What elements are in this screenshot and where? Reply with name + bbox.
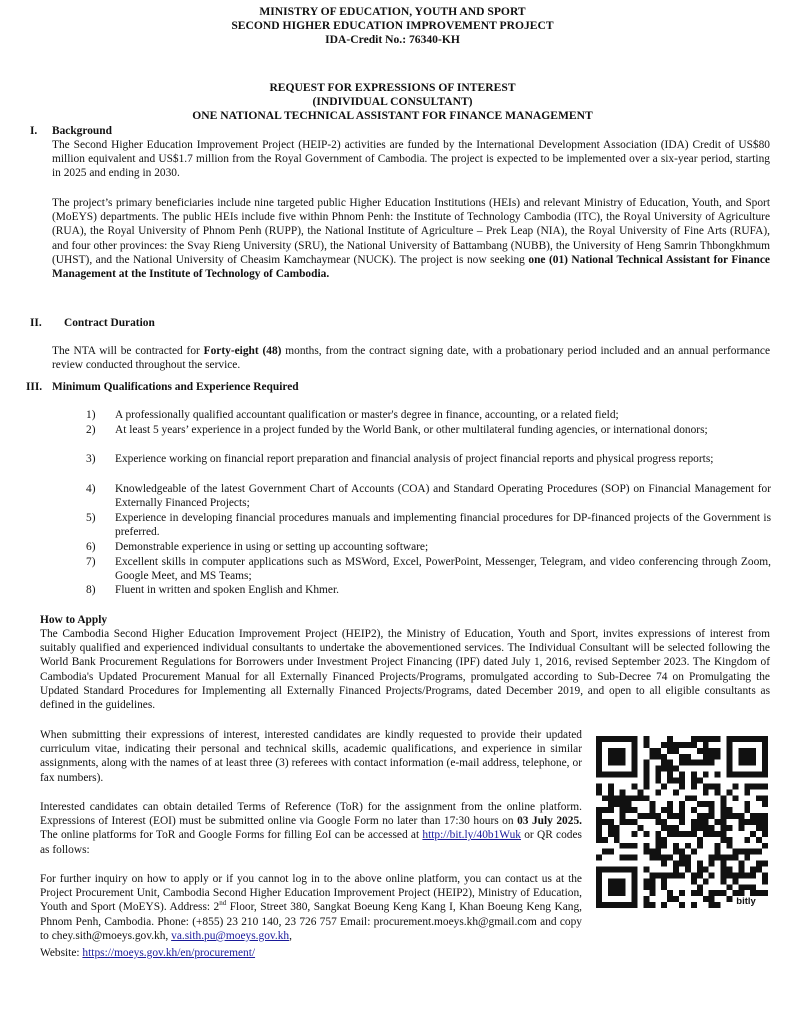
qualification-number: 2): [86, 424, 96, 436]
qualification-item: Knowledgeable of the latest Government Chart of Accounts (COA) and Standard Operating Procedures (SOP) on Financial Management for Externally Financed Projects;: [115, 483, 771, 510]
website-link[interactable]: https://moeys.gov.kh/en/procurement/: [82, 947, 256, 959]
apply-paragraph-2: When submitting their expressions of interest, interested candidates are kindly requested to provide their updated curriculum vitae, indicating their personal and technical skills, academic qualifications, and experience in similar assignments, along with the names of at least three (3) referees with contact information (e-mail address, telephone, or fax numbers).: [40, 729, 582, 784]
qualification-number: 3): [86, 453, 96, 465]
contact-text-start: [40, 872, 582, 943]
contract-duration: Forty-eight (48): [203, 345, 282, 357]
background-paragraph-1: The Second Higher Education Improvement Project (HEIP-2) activities are funded by the International Development Association (IDA) Credit of US$80 million equivalent and US$1.7 million from the Royal Government of Cambodia. The project is expected to be implemented over a six-year period, starting in 2025 and ending in 2030.: [52, 139, 770, 180]
tor-link[interactable]: http://bit.ly/40b1Wuk: [422, 829, 521, 842]
qualification-item: Experience working on financial report preparation and financial analysis of project financial reports and physical progress reports;: [115, 453, 714, 465]
contact-text-a: For further inquiry on how to apply or if you cannot log in to the above online platform, you can contact us at the Project Procurement Unit, Cambodia Second Higher Education Improvement Project (HEIP2), Ministry of Education, Youth and Sport (MoEYS). Address: 2: [40, 873, 582, 914]
qualification-number: 8): [86, 584, 96, 596]
qualification-item: Experience in developing financial procedures manuals and implementing financial procedures for DP-financed projects of the Government is preferred.: [115, 512, 771, 539]
qualification-number: 1): [86, 409, 96, 421]
qualification-number: 6): [86, 541, 96, 553]
position-sought: one (01) National Technical Assistant for Finance Management at the Institute of Technology of Cambodia.: [52, 253, 770, 281]
qualification-number: 5): [86, 512, 96, 524]
qr-label: bitly: [736, 895, 756, 907]
section-heading-contract: Contract Duration: [64, 317, 155, 329]
background-paragraph-2: [52, 196, 770, 281]
section-number-contract: II.: [30, 317, 42, 329]
qualification-item: Excellent skills in computer applications such as MSWord, Excel, PowerPoint, Messenger, Telegram, and video conferencing through Zoom, Google Meet, and MS Teams;: [115, 556, 771, 583]
consultant-type: (INDIVIDUAL CONSULTANT): [312, 95, 473, 108]
qr-code-icon[interactable]: [596, 736, 768, 908]
contract-paragraph: [52, 344, 770, 372]
qualification-item: Demonstrable experience in using or setting up accounting software;: [115, 541, 429, 553]
apply-paragraph-3-end: or QR codes as follows:: [40, 829, 582, 856]
apply-paragraph-3: [40, 800, 582, 857]
website-label: Website:: [40, 947, 83, 959]
qualification-item: A professionally qualified accountant qualification or master's degree in finance, accounting, or a related field;: [115, 409, 619, 421]
section-heading-qualifications: Minimum Qualifications and Experience Required: [52, 381, 299, 393]
email-link[interactable]: va.sith.pu@moeys.gov.kh: [171, 929, 290, 942]
contact-text-end: ,: [289, 929, 292, 942]
section-heading-apply: How to Apply: [40, 614, 108, 626]
contract-text-post: months, from the contract signing date, with a probationary period included and an annual performance review conducted throughout the service.: [52, 345, 771, 372]
qualification-item: Fluent in written and spoken English and Khmer.: [115, 584, 339, 596]
position-title: ONE NATIONAL TECHNICAL ASSISTANT FOR FINANCE MANAGEMENT: [192, 109, 593, 122]
deadline: 03 July 2025.: [517, 815, 582, 828]
apply-paragraph-1: The Cambodia Second Higher Education Improvement Project (HEIP2), the Ministry of Education, Youth and Sport, invites expressions of interest from suitably qualified and experienced individual consultants to undertake the abovementioned services. The Individual Consultant will be selected following the World Bank Procurement Regulations for Borrowers under Investment Project Financing (IPF) dated July 1, 2016, revised September 2023. The Kingdom of Cambodia's Updated Procurement Manual for all Externally Financed Projects/Programs, promulgated according to Sub-Decree 74 on Promulgating the Updated Standard Procedures for Implementing all Externally Financed Projects/Programs, dated December 2019, and open to all eligible consultants as defined in the guidelines.: [40, 628, 770, 712]
section-number-background: I.: [30, 125, 38, 137]
qualification-number: 7): [86, 556, 96, 568]
request-title: [0, 81, 785, 123]
ministry-name: MINISTRY OF EDUCATION, YOUTH AND SPORT: [259, 5, 526, 18]
contact-text-b: Floor, Street 380, Sangkat Boeung Keng Kang I, Khan Boeung Keng Kang, Phnom Penh, Cambodia. Phone: (+855) 23 210 140, 23 726 757 Email: procurement.moeys.kh@gmail.com and copy to chey.sith@moeys.gov.kh,: [40, 901, 582, 942]
website-line: [40, 946, 758, 960]
contract-text-pre: The NTA will be contracted for: [52, 345, 204, 357]
apply-paragraph-3-text-2: The online platforms for ToR and Google Forms for filling EoI can be accessed at: [40, 829, 423, 842]
section-number-qualifications: III.: [26, 381, 43, 393]
document-header: [0, 5, 785, 47]
ordinal-suffix: nd: [219, 899, 227, 908]
project-name: SECOND HIGHER EDUCATION IMPROVEMENT PROJECT: [231, 19, 554, 32]
qualification-number: 4): [86, 483, 96, 495]
request-heading: REQUEST FOR EXPRESSIONS OF INTEREST: [269, 81, 516, 94]
qualification-item: At least 5 years’ experience in a project funded by the World Bank, or other multilateral funding agencies, or international donors;: [115, 424, 708, 436]
section-heading-background: Background: [52, 125, 112, 137]
background-paragraph-2-text: The project’s primary beneficiaries include nine targeted public Higher Education Institutions (HEIs) and relevant Ministry of Education, Youth, and Sport (MoEYS) departments. The public HEIs include five within Phnom Penh: the Institute of Technology Cambodia (ITC), the Royal University of Agriculture (RUA), the Royal University of Phnom Penh (RUPP), the National Institute of Agriculture – Prek Leap (NIA), the Royal University of Fine Arts (RUFA), and four other provinces: the Svay Rieng University (SRU), the National University of Battambang (NUBB), the University of Heng Samrin Thbongkhmum (UHST), and the National University of Cheasim Kamchaymear (NUCK). The project is now seeking: [52, 197, 770, 266]
credit-number: IDA-Credit No.: 76340-KH: [325, 33, 460, 46]
apply-paragraph-3-text: Interested candidates can obtain detailed Terms of Reference (ToR) for the assignment from the online platform. Expressions of Interest (EOI) must be submitted online via Google Form no later than 17:30 hours on: [40, 801, 582, 828]
